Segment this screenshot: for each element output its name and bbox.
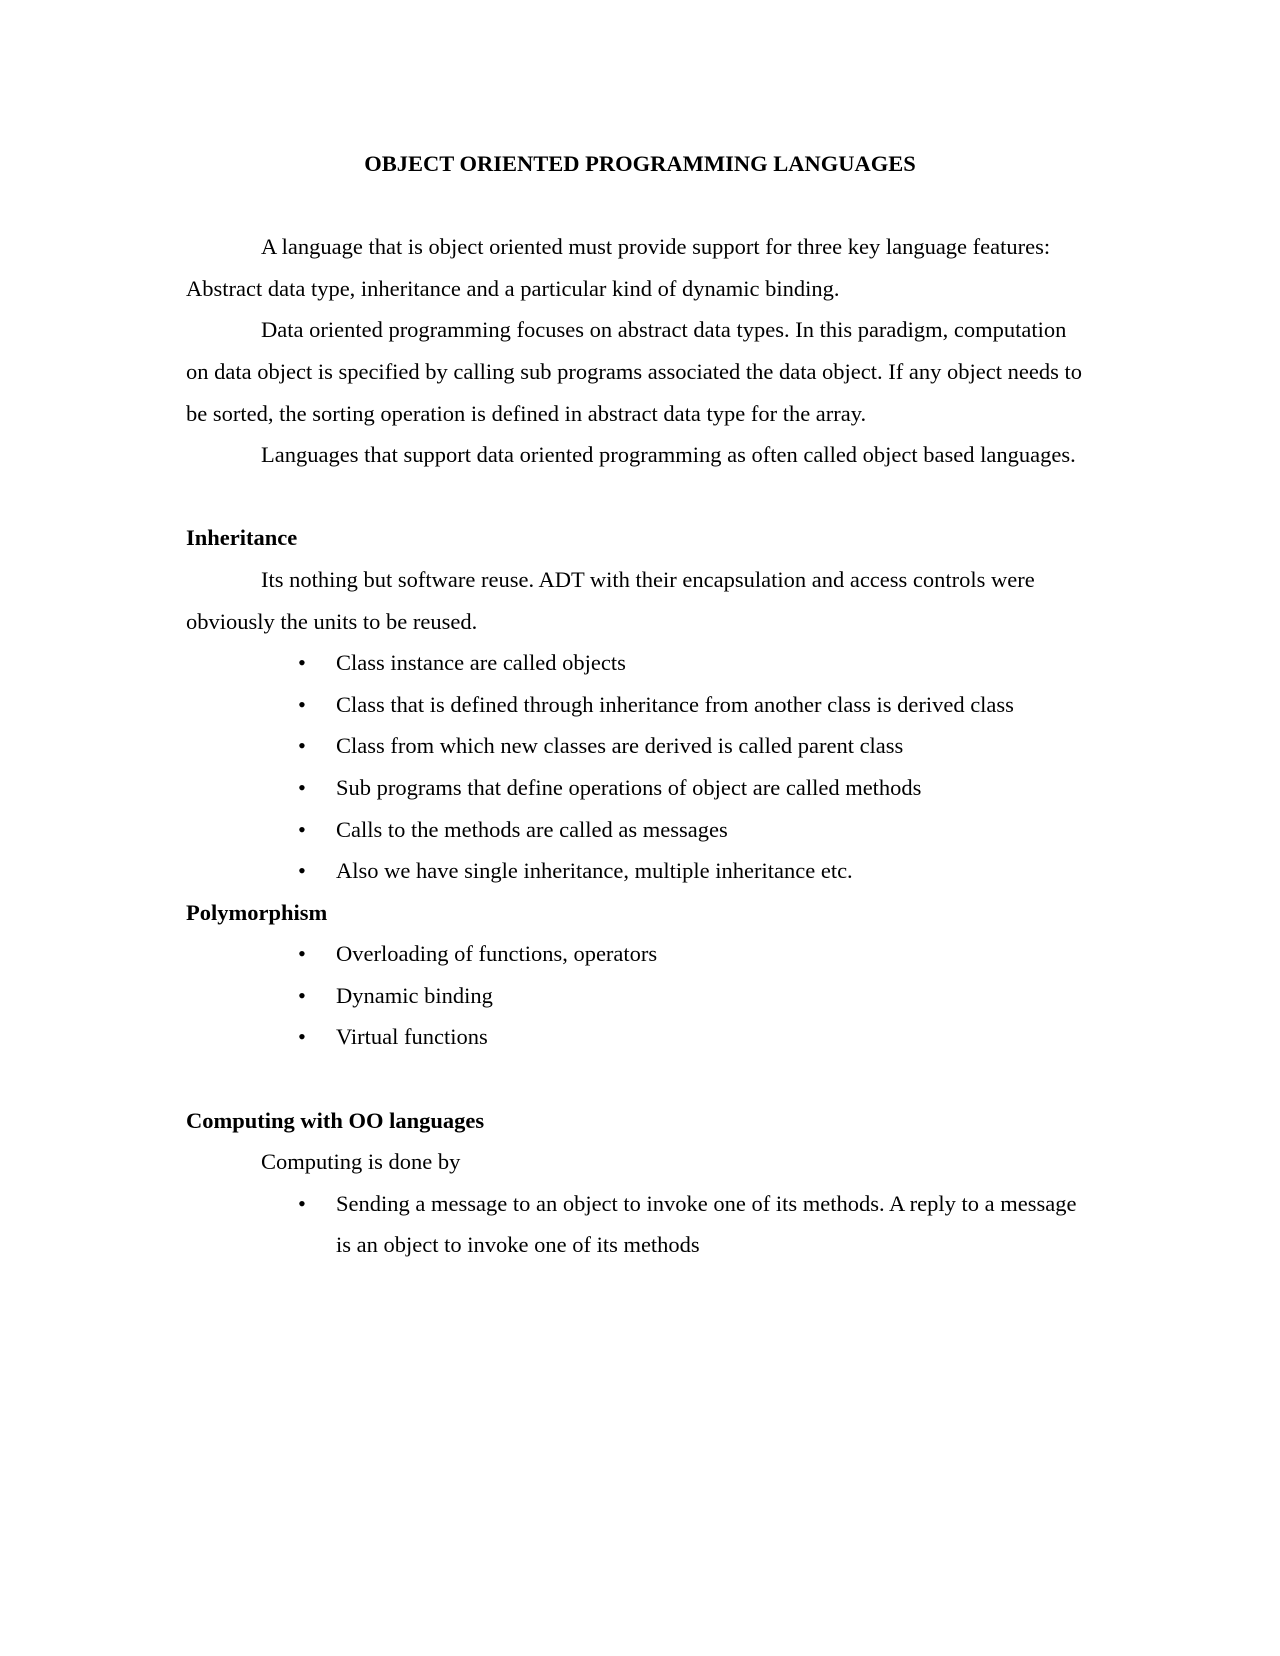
- list-item-text: Calls to the methods are called as messages: [336, 816, 728, 842]
- list-item-text: Also we have single inheritance, multiple inheritance etc.: [336, 858, 853, 884]
- page-title: OBJECT ORIENTED PROGRAMMING LANGUAGES: [364, 151, 916, 176]
- list-item-text: Dynamic binding: [336, 982, 493, 1008]
- list-item: [186, 725, 1086, 767]
- computing-paragraph: Computing is done by: [261, 1149, 461, 1175]
- spacer: [186, 476, 1086, 518]
- list-item-text: Sending a message to an object to invoke one of its methods. A reply to a message is an object to invoke one of its methods: [336, 1190, 1077, 1258]
- heading-computing: Computing with OO languages: [186, 1107, 485, 1133]
- list-item: [186, 767, 1086, 809]
- document-page: [186, 143, 1086, 1266]
- bullet-icon: •: [298, 941, 306, 967]
- list-item: [186, 850, 1086, 892]
- bullet-icon: •: [298, 1024, 306, 1050]
- list-item-text: Class instance are called objects: [336, 650, 626, 676]
- bullet-icon: •: [298, 982, 306, 1008]
- computing-bullet-list: [186, 1183, 1086, 1266]
- list-item-text: Sub programs that define operations of object are called methods: [336, 774, 922, 800]
- bullet-icon: •: [298, 691, 306, 717]
- heading-polymorphism: Polymorphism: [186, 899, 328, 925]
- spacer: [186, 185, 1086, 227]
- bullet-icon: •: [298, 1190, 306, 1216]
- list-item: [186, 1016, 1086, 1058]
- list-item-text: Virtual functions: [336, 1024, 488, 1050]
- intro-paragraph-3: Languages that support data oriented programming as often called object based languages.: [261, 442, 1076, 468]
- bullet-icon: •: [298, 816, 306, 842]
- heading-inheritance: Inheritance: [186, 525, 298, 551]
- list-item-text: Class that is defined through inheritance from another class is derived class: [336, 691, 1014, 717]
- bullet-icon: •: [298, 858, 306, 884]
- list-item: [186, 933, 1086, 975]
- list-item-text: Class from which new classes are derived is called parent class: [336, 733, 904, 759]
- list-item: [186, 684, 1086, 726]
- list-item-text: Overloading of functions, operators: [336, 941, 658, 967]
- list-item: [186, 1183, 1086, 1266]
- list-item: [186, 642, 1086, 684]
- bullet-icon: •: [298, 733, 306, 759]
- list-item: [186, 809, 1086, 851]
- bullet-icon: •: [298, 774, 306, 800]
- intro-paragraph-1: A language that is object oriented must provide support for three key language features: Abstract data type, inheritance and a particular kind of dynamic binding.: [186, 234, 1051, 301]
- polymorphism-bullet-list: [186, 933, 1086, 1058]
- inheritance-paragraph: Its nothing but software reuse. ADT with their encapsulation and access controls were obviously the units to be reused.: [186, 566, 1035, 634]
- spacer: [186, 1058, 1086, 1100]
- intro-paragraph-2: Data oriented programming focuses on abstract data types. In this paradigm, computation on data object is specified by calling sub programs associated the data object. If any object needs to be sorted, the sorting operation is defined in abstract data type for the array.: [186, 317, 1082, 426]
- bullet-icon: •: [298, 650, 306, 676]
- inheritance-bullet-list: [186, 642, 1086, 892]
- list-item: [186, 975, 1086, 1017]
